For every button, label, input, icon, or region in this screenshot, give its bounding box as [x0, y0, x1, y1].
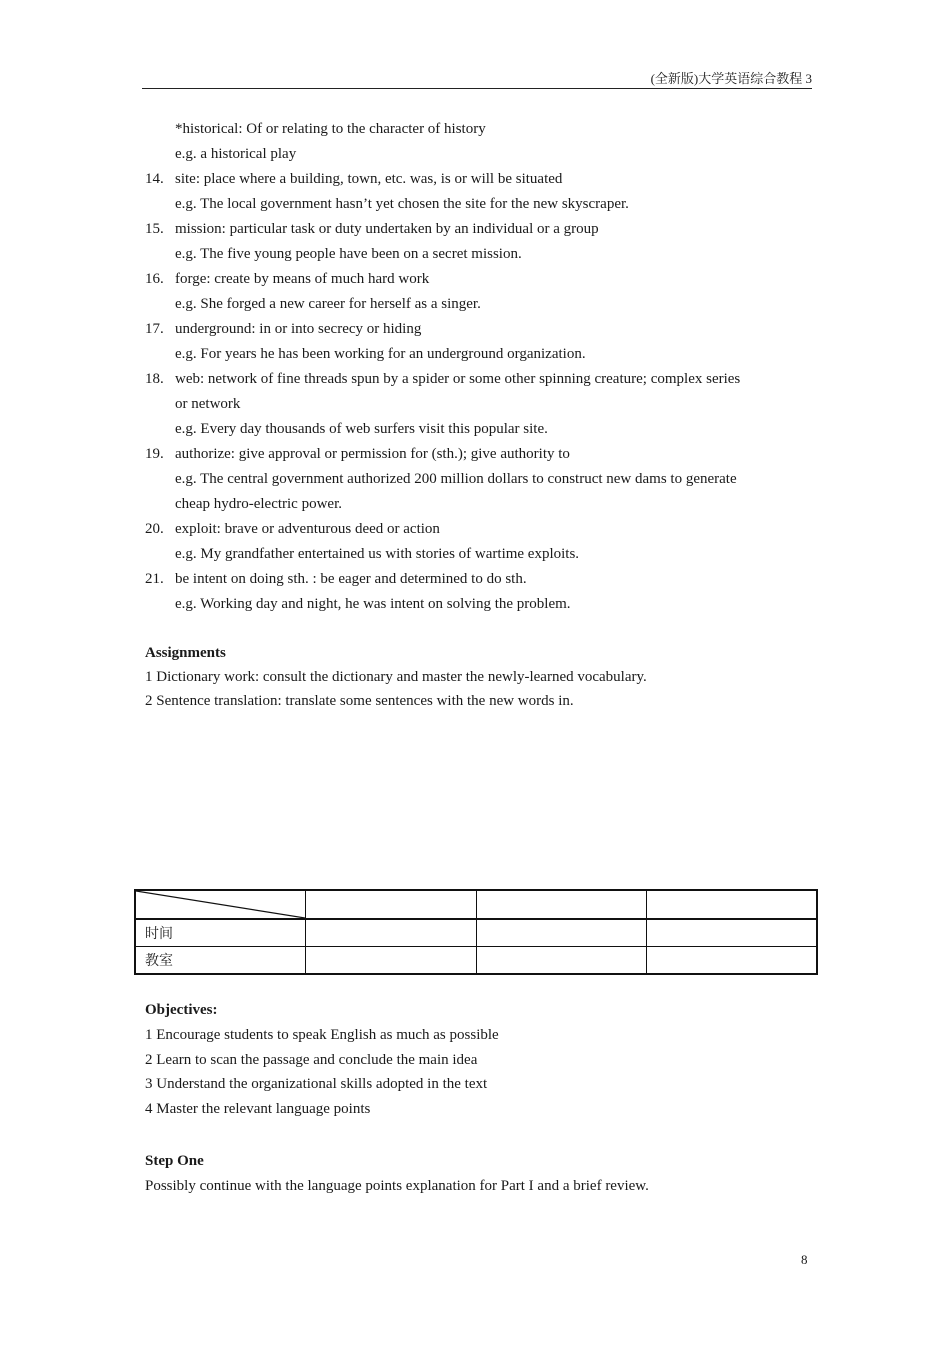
- row-label-time: 时间: [135, 919, 306, 947]
- vocabulary-list: [145, 117, 815, 617]
- header-rule: [142, 88, 812, 89]
- vocab-line: or network: [175, 396, 241, 412]
- vocab-line: 16. forge: create by means of much hard work: [145, 271, 430, 287]
- vocab-line: e.g. a historical play: [175, 146, 297, 162]
- table-header-row: [135, 890, 817, 919]
- vocab-line: e.g. My grandfather entertained us with stories of wartime exploits.: [175, 546, 580, 562]
- table-row: [135, 947, 817, 975]
- vocab-line: e.g. For years he has been working for an underground organization.: [175, 346, 586, 362]
- row-label-classroom: 教室: [135, 947, 306, 975]
- diagonal-line: [136, 891, 305, 918]
- table-cell: [476, 919, 647, 947]
- table-cell: [647, 947, 818, 975]
- vocab-line: e.g. Every day thousands of web surfers visit this popular site.: [175, 421, 548, 437]
- vocab-line: 19. authorize: give approval or permission for (sth.); give authority to: [145, 446, 570, 462]
- table-cell: [476, 947, 647, 975]
- vocab-line: *historical: Of or relating to the character of history: [175, 121, 486, 137]
- vocab-line: cheap hydro-electric power.: [175, 496, 342, 512]
- vocab-line: 18. web: network of fine threads spun by a spider or some other spinning creature; complex series: [145, 371, 741, 387]
- vocab-line: 15. mission: particular task or duty undertaken by an individual or a group: [145, 221, 599, 237]
- vocab-line: 14. site: place where a building, town, etc. was, is or will be situated: [145, 171, 563, 187]
- table-cell: [306, 890, 477, 919]
- objective-item: 3 Understand the organizational skills adopted in the text: [145, 1076, 488, 1092]
- schedule-table: [134, 889, 818, 975]
- vocab-line: 20. exploit: brave or adventurous deed or action: [145, 521, 440, 537]
- table-cell: [647, 890, 818, 919]
- vocab-line: e.g. The central government authorized 200 million dollars to construct new dams to generate: [175, 471, 737, 487]
- step-one-text: Possibly continue with the language points explanation for Part I and a brief review.: [145, 1178, 649, 1194]
- assignment-item: 1 Dictionary work: consult the dictionary and master the newly-learned vocabulary.: [145, 669, 647, 685]
- table-cell: [476, 890, 647, 919]
- objective-item: 1 Encourage students to speak English as much as possible: [145, 1027, 499, 1043]
- table-cell: [647, 919, 818, 947]
- page-number: 8: [801, 1252, 808, 1267]
- running-header: (全新版)大学英语综合教程 3: [650, 71, 812, 86]
- vocab-line: e.g. The five young people have been on a secret mission.: [175, 246, 522, 262]
- objective-item: 2 Learn to scan the passage and conclude the main idea: [145, 1052, 478, 1068]
- vocab-line: 21. be intent on doing sth. : be eager and determined to do sth.: [145, 571, 527, 587]
- diagonal-header-cell: [135, 890, 306, 919]
- objective-item: 4 Master the relevant language points: [145, 1101, 371, 1117]
- table-row: [135, 919, 817, 947]
- table-cell: [306, 919, 477, 947]
- assignment-item: 2 Sentence translation: translate some sentences with the new words in.: [145, 693, 574, 709]
- vocab-line: 17. underground: in or into secrecy or hiding: [145, 321, 422, 337]
- assignments-heading: Assignments: [145, 645, 226, 661]
- table-cell: [306, 947, 477, 975]
- vocab-line: e.g. The local government hasn’t yet chosen the site for the new skyscraper.: [175, 196, 629, 212]
- step-one-heading: Step One: [145, 1153, 204, 1169]
- objectives-heading: Objectives:: [145, 1002, 218, 1018]
- vocab-line: e.g. She forged a new career for herself as a singer.: [175, 296, 481, 312]
- vocab-line: e.g. Working day and night, he was intent on solving the problem.: [175, 596, 571, 612]
